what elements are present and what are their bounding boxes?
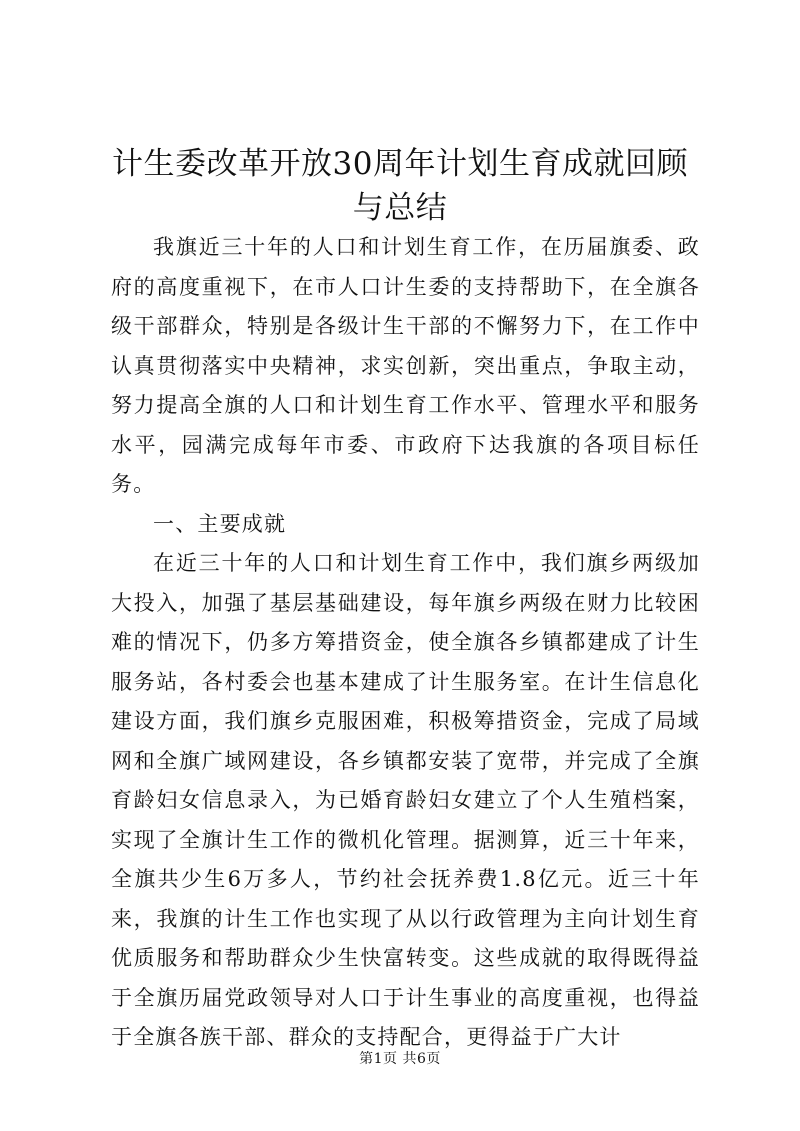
paragraph-intro: 我旗近三十年的人口和计划生育工作，在历届旗委、政府的高度重视下，在市人口计生委的支持帮助下，在全旗各级干部群众，特别是各级计生干部的不懈努力下，在工作中认真贯彻落实中央精神，求实创新，突出重点，争取主动，努力提高全旗的人口和计划生育工作水平、管理水平和服务水平，园满完成每年市委、市政府下达我旗的各项目标任务。	[111, 235, 700, 496]
document-title: 计生委改革开放30周年计划生育成就回顾与总结	[112, 146, 688, 226]
section-heading: 一、主要成就	[153, 511, 287, 536]
paragraph-achievements: 在近三十年的人口和计划生育工作中，我们旗乡两级加大投入，加强了基层基础建设，每年旗乡两级在财力比较困难的情况下，仍多方筹措资金，使全旗各乡镇都建成了计生服务站，各村委会也基本建成了计生服务室。在计生信息化建设方面，我们旗乡克服困难，积极筹措资金，完成了局域网和全旗广域网建设，各乡镇都安装了宽带，并完成了全旗育龄妇女信息录入，为已婚育龄妇女建立了个人生殖档案，实现了全旗计生工作的微机化管理。据测算，近三十年来，全旗共少生6万多人，节约社会抚养费1.8亿元。近三十年来，我旗的计生工作也实现了从以行政管理为主向计划生育优质服务和帮助群众少生快富转变。这些成就的取得既得益于全旗历届党政领导对人口于计生事业的高度重视，也得益于全旗各族干部、群众的支持配合，更得益于广大计	[111, 551, 700, 1049]
page-footer: 第1页 共6页	[359, 1051, 441, 1067]
document-body	[111, 228, 700, 1058]
